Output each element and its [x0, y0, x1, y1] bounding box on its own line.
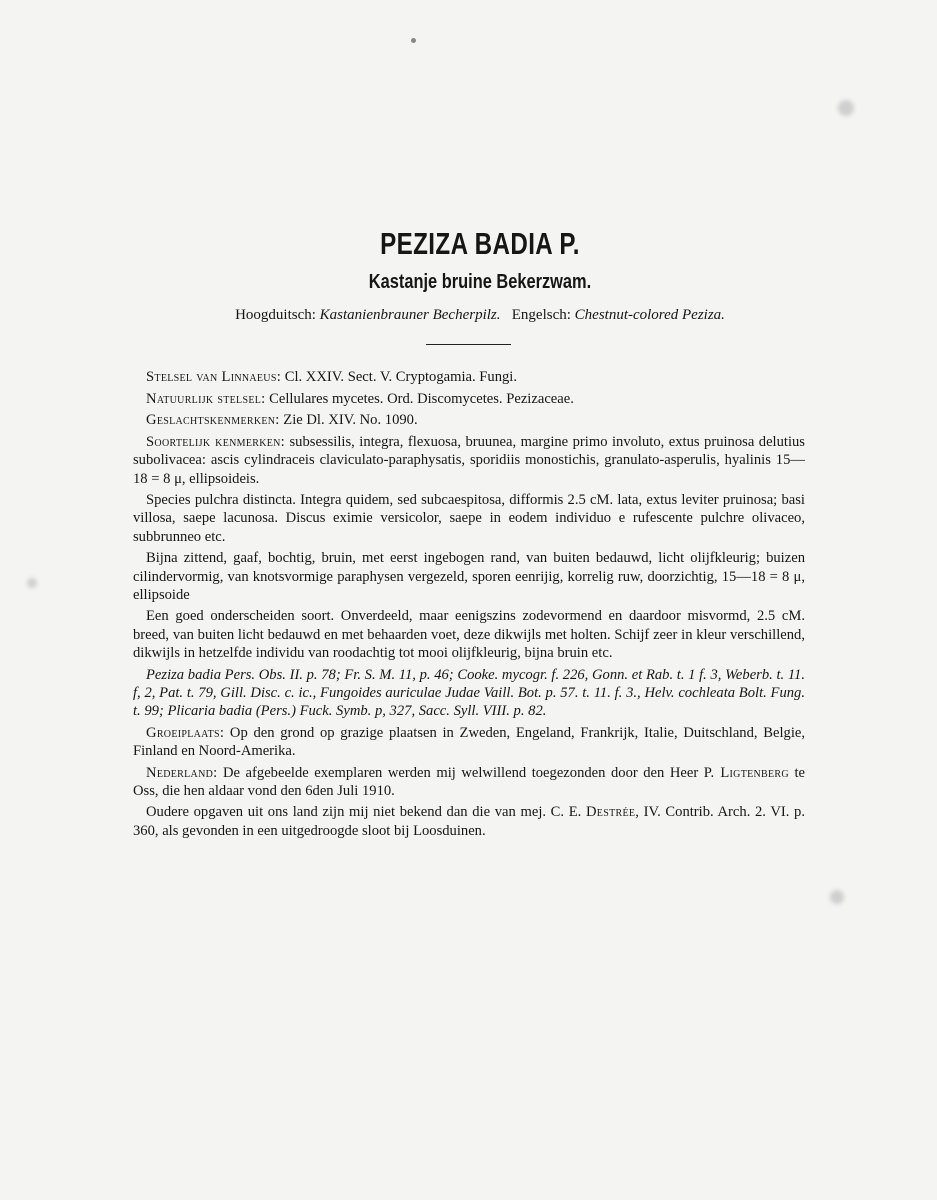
- linnaeus-label: Stelsel van Linnaeus:: [146, 369, 282, 385]
- references-paragraph: Peziza badia Pers. Obs. II. p. 78; Fr. S. M. 11, p. 46; Cooke. mycogr. f. 226, Gonn. et Rab. t. 1 f. 3, Weberb. t. 11. f, 2, Pat. t. 79, Gill. Disc. c. ic., Fungoides auriculae Judae Vaill. Bot. p. 57. t. 11. f. 3., Helv. cochleata Bolt. Fung. t. 99; Plicaria badia (Pers.) Fuck. Symb. p, 327, Sacc. Syll. VIII. p. 82.: [133, 666, 805, 719]
- genus-paragraph: [133, 411, 805, 429]
- habitat-paragraph: [133, 724, 805, 760]
- title-divider: [426, 344, 511, 345]
- natural-system-paragraph: [133, 390, 805, 408]
- species-label: Soortelijk kenmerken:: [146, 434, 286, 451]
- destree-name: Destrée: [585, 804, 636, 821]
- genus-text: Zie Dl. XIV. No. 1090.: [283, 412, 418, 429]
- genus-label: Geslachtskenmerken:: [146, 412, 280, 429]
- common-names-line: [100, 307, 860, 324]
- linnaeus-paragraph: [133, 368, 805, 386]
- page-subtitle: Kastanje bruine Bekerzwam.: [368, 271, 592, 293]
- netherlands-text-1: De afgebeelde exemplaren werden mij welwillend toegezonden door den Heer: [223, 764, 699, 781]
- older-records-paragraph: [133, 803, 805, 839]
- latin-description-paragraph: Species pulchra distincta. Integra quidem, sed subcaespitosa, difformis 2.5 cM. lata, extus leviter pruinosa; basi villosa, saepe lacunosa. Discus eximie versicolor, saepe in eodem individuo e rufescente pulchre olivaceo, subbrunneo etc.: [133, 492, 805, 545]
- netherlands-paragraph: [133, 764, 805, 800]
- habitat-text: Op den grond op grazige plaatsen in Zweden, Engeland, Frankrijk, Italie, Duitschland, Belgie, Finland en Noord-Amerika.: [133, 724, 805, 759]
- paper-speck: [27, 578, 37, 588]
- paper-speck: [411, 38, 416, 43]
- ligtenberg-name: P. Ligtenberg: [703, 764, 789, 781]
- older-text-2: , IV. Contrib. Arch. 2. VI. p. 360, als gevonden in een uitgedroogde sloot bij Loosduinen.: [133, 804, 806, 839]
- netherlands-label: Nederland:: [146, 764, 218, 781]
- natural-system-text: Cellulares mycetes. Ord. Discomycetes. Pezizaceae.: [269, 390, 574, 407]
- dutch-description-paragraph: Bijna zittend, gaaf, bochtig, bruin, met eerst ingebogen rand, van buiten bedauwd, licht olijfkleurig; buizen cilindervormig, van knotsvormige paraphysen vergezeld, sporen eenrijig, korrelig ruw, doorzichtig, 15—18 = 8 μ, ellipsoide: [133, 550, 805, 603]
- description-body: [133, 368, 805, 843]
- natural-system-label: Natuurlijk stelsel:: [146, 390, 266, 407]
- paper-speck: [830, 890, 844, 904]
- species-paragraph: [133, 433, 805, 488]
- linnaeus-text: Cl. XXIV. Sect. V. Cryptogamia. Fungi.: [284, 369, 518, 385]
- netherlands-text-2: te Oss, die hen aldaar vond den 6den Juli 1910.: [133, 764, 805, 799]
- german-name: Kastanienbrauner Becherpilz.: [319, 307, 501, 323]
- species-text: subsessilis, integra, flexuosa, bruunea, margine primo involuto, extus pruinosa delutius subolivacea: ascis cylindraceis claviculato-paraphysatis, sporidiis monostichis, granulato-asperulis, hyalinis 15—18 = 8 μ, ellipsoideis.: [133, 434, 805, 487]
- english-label: Engelsch:: [511, 307, 571, 323]
- german-label: Hoogduitsch:: [235, 307, 316, 323]
- paper-speck: [838, 100, 854, 116]
- habitat-label: Groeiplaats:: [146, 724, 225, 741]
- dutch-remarks-paragraph: Een goed onderscheiden soort. Onverdeeld, maar eenigszins zodevormend en daardoor misvormd, 2.5 cM. breed, van buiten licht bedauwd en met behaarden voet, deze dikwijls met holten. Schijf zeer in kleur verschillend, dikwijls in hetzelfde individu van roodachtig tot mooi olijfkleurig, bijna bruin etc.: [133, 608, 805, 661]
- page-title: PEZIZA BADIA P.: [380, 226, 580, 261]
- older-text-1: Oudere opgaven uit ons land zijn mij niet bekend dan die van mej. C. E.: [146, 804, 582, 821]
- english-name: Chestnut-colored Peziza.: [574, 307, 725, 323]
